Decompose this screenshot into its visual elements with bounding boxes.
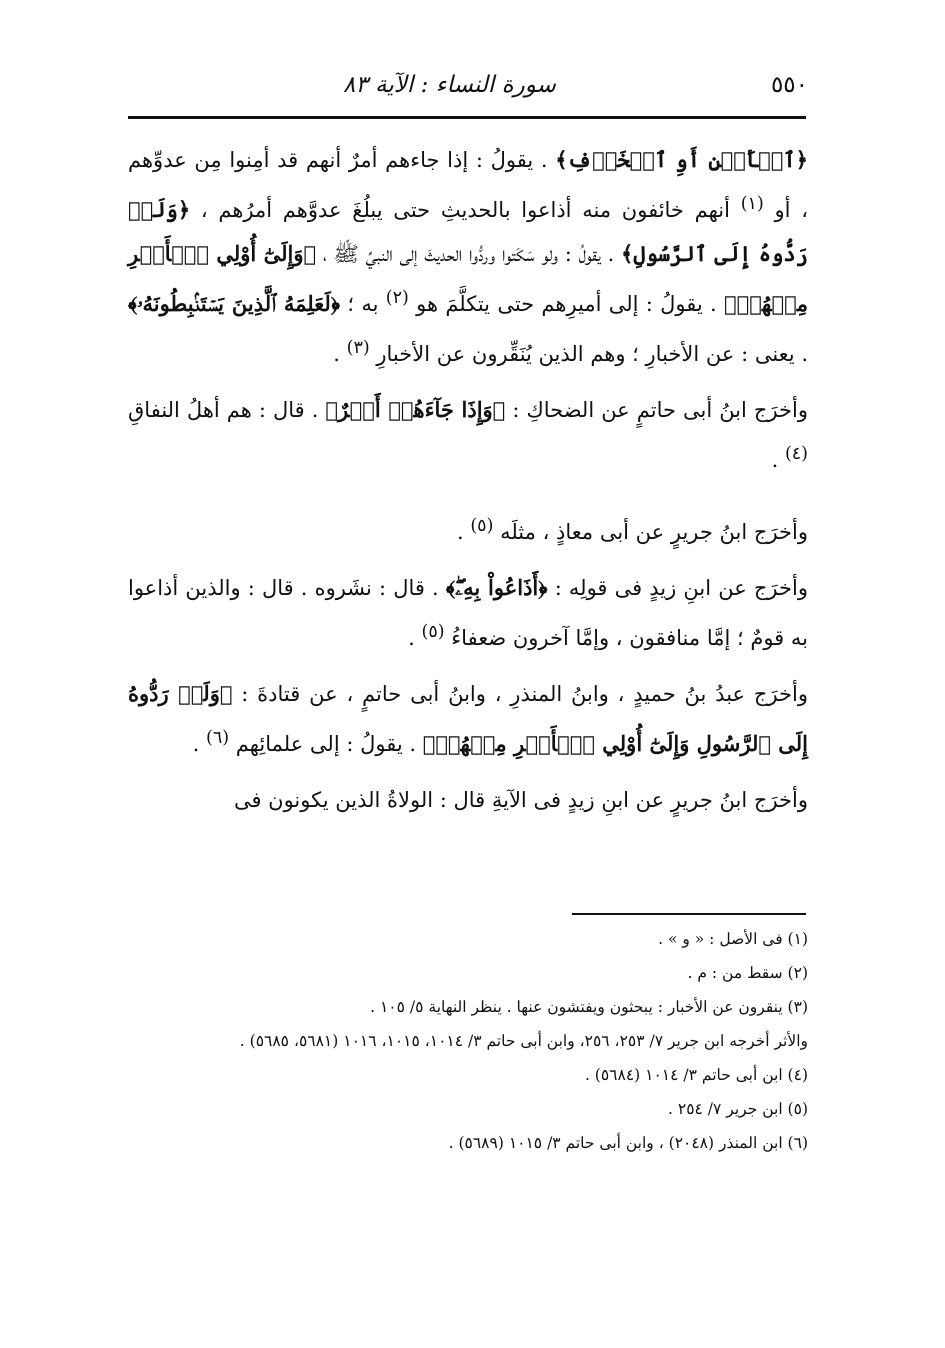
body-text: أنهم خائفون منه أذاعوا بالحديثِ حتى يبلُغَ عدوَّهم أمرُهم ، — [200, 198, 730, 222]
quran-quote: ﴿وَإِلَىٰٓ أُوْلِي ٱلۡأَمۡرِ مِنۡهُمۡ﴾ — [128, 241, 808, 316]
body-text: وأخرَج ابنُ جريرٍ عن أبى معاذٍ ، مثلَه — [500, 520, 808, 544]
footnote: والأثر أخرجه ابن جرير ٧/ ٢٥٣، ٢٥٦، وابن أبى حاتم ٣/ ١٠١٤، ١٠١٥، ١٠١٦ (٥٦٨١، ٥٦٨٥) . — [239, 1032, 808, 1050]
body-text: . يقولُ : ولو سَكَتوا وردُّوا الحديثَ إلى النبيِّ ﷺ ، — [322, 242, 615, 266]
header-rule — [128, 116, 806, 119]
quran-quote: ﴿لَعَلِمَهُ ٱلَّذِينَ يَسۡتَنۢبِطُونَهُۥ﴾ — [128, 291, 341, 316]
body-text: به ؛ — [347, 292, 379, 316]
body-text: . — [456, 520, 464, 544]
footnotes — [128, 925, 808, 1163]
body-text: . يعنى : عن الأخبارِ ؛ وهم الذين يُنَقِّرون عن الأخبارِ — [376, 342, 808, 366]
footnote-ref: (٢) — [385, 288, 409, 308]
paragraph — [128, 138, 808, 376]
body-text: . — [408, 626, 415, 650]
body-text: وأخرَج ابنُ أبى حاتمٍ عن الضحاكِ : — [512, 398, 808, 422]
footnote-ref: (٤) — [784, 444, 808, 464]
footnote-ref: (٥) — [470, 516, 494, 536]
paragraph — [128, 504, 808, 554]
quran-quote: ﴿وَلَوۡ رَدُّوهُ إِلَى ٱلرَّسُولِ وَإِلَىٰٓ أُوْلِي ٱلۡأَمۡرِ مِنۡهُمۡ﴾ — [128, 681, 808, 756]
body-text: . يقولُ : إلى علمائِهم — [235, 732, 417, 756]
quran-quote: ﴿وَإِذَا جَآءَهُمۡ أَمۡرٌ﴾ — [325, 397, 506, 422]
quran-quote: ﴿ٱلۡأَمۡنِ أَوِ ٱلۡخَوۡفِ﴾ — [555, 147, 808, 172]
body-text: . قال : هم أهلُ النفاقِ — [128, 398, 319, 422]
page-number: ٥٥٠ — [770, 72, 808, 98]
paragraph — [128, 566, 808, 660]
footnote: (١) فى الأصل : « و » . — [658, 930, 808, 948]
body-text: . — [333, 342, 340, 366]
footnote: (٢) سقط من : م . — [687, 964, 808, 982]
running-title: سورة النساء : الآية ٨٣ — [343, 72, 556, 98]
body-text: . يقولُ : إلى أميرِهم حتى يتكلَّمَ هو — [416, 292, 717, 316]
main-text — [128, 138, 808, 834]
paragraph — [128, 672, 808, 766]
footnote-ref: (١) — [740, 194, 764, 214]
quran-quote: ﴿وَلَوۡ رَدُّوهُ إِلَى ٱلرَّسُولِ﴾ — [128, 197, 808, 266]
footnote: (٥) ابن جرير ٧/ ٢٥٤ . — [668, 1100, 808, 1118]
footnote: (٣) ينقرون عن الأخبار : يبحثون ويفتشون عنها . ينظر النهاية ٥/ ١٠٥ . — [370, 998, 808, 1016]
footnote-rule — [572, 913, 806, 915]
footnote: (٦) ابن المنذر (٢٠٤٨) ، وابن أبى حاتم ٣/ ١٠١٥ (٥٦٨٩) . — [448, 1134, 808, 1152]
footnote-ref: (٦) — [205, 728, 230, 748]
body-text: وأخرَج ابنُ جريرٍ عن ابنِ زيدٍ فى الآيةِ قال : الولاةُ الذين يكونون فى — [233, 788, 808, 812]
footnote: (٤) ابن أبى حاتم ٣/ ١٠١٤ (٥٦٨٤) . — [584, 1066, 808, 1084]
paragraph — [128, 778, 808, 822]
body-text: . — [192, 732, 200, 756]
body-text: وأخرَج عبدُ بنُ حميدٍ ، وابنُ المنذرِ ، وابنُ أبى حاتمٍ ، عن قتادةَ : — [241, 682, 808, 706]
body-text: . يقولُ : إذا جاءهم أمرٌ أنهم قد أمِنوا مِن عدوِّهم ، أو — [128, 148, 808, 222]
quran-quote: ﴿أَذَاعُواْ بِهِۦۖ﴾ — [445, 575, 548, 600]
footnote-ref: (٥) — [421, 622, 445, 642]
paragraph — [128, 388, 808, 482]
page-header — [128, 62, 808, 110]
body-text: . — [771, 448, 779, 472]
footnote-ref: (٣) — [346, 338, 370, 358]
body-text: . قال : نشَروه . قال : والذين أذاعوا به قومٌ ؛ إمَّا منافقون ، وإمَّا آخرون ضعفاءُ — [128, 576, 808, 650]
body-text: وأخرَج عن ابنِ زيدٍ فى قولِه : — [554, 576, 808, 600]
